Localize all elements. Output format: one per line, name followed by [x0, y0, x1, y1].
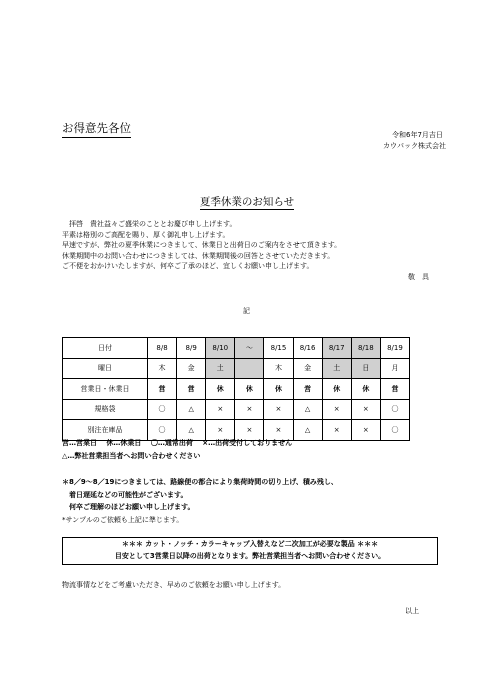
table-cell: 8/19 [380, 338, 409, 359]
ki: 記 [243, 307, 250, 315]
issue-date: 令和6年7月吉日 [392, 131, 443, 139]
table-cell: △ [293, 420, 322, 441]
table-cell: 休 [264, 379, 293, 400]
note-line: *サンプルのご依頼も上記に準じます。 [62, 515, 184, 524]
table-cell: × [322, 399, 351, 420]
body-line: 休業期間中のお問い合わせにつきましては、休業期間後の回答とさせていただきます。 [62, 251, 335, 260]
table-cell: 営 [380, 379, 409, 400]
addressee: お得意先各位 [62, 120, 131, 138]
table-cell: 8/8 [148, 338, 177, 359]
row-header: 日付 [63, 338, 148, 359]
date-block [383, 130, 446, 152]
table-cell: 日 [351, 358, 380, 379]
table-cell: 〇 [380, 420, 409, 441]
document-title [0, 194, 494, 209]
table-cell: 〇 [148, 420, 177, 441]
table-cell: 〇 [380, 399, 409, 420]
table-cell: 木 [264, 358, 293, 379]
table-cell: 休 [235, 379, 264, 400]
title-text: 夏季休業のお知らせ [199, 196, 295, 208]
table-cell: × [206, 399, 235, 420]
row-header: 別注在庫品 [63, 420, 148, 441]
row-header: 曜日 [63, 358, 148, 379]
table-cell: × [322, 420, 351, 441]
table-row [63, 338, 410, 359]
table-cell: △ [293, 399, 322, 420]
table-cell: 8/17 [322, 338, 351, 359]
body-line: 早速ですが、弊社の夏季休業につきまして、休業日と出荷日のご案内をさせて頂きます。 [62, 241, 342, 250]
table-row [63, 358, 410, 379]
table-cell: × [235, 399, 264, 420]
table-cell: 8/16 [293, 338, 322, 359]
table-cell: 休 [351, 379, 380, 400]
legend-line: △…弊社営業担当者へお問い合わせください [62, 452, 201, 460]
table-row [63, 399, 410, 420]
ijo: 以上 [405, 607, 419, 615]
table-cell: × [235, 420, 264, 441]
table-cell: 〇 [148, 399, 177, 420]
table-cell: × [264, 399, 293, 420]
table-cell: 金 [177, 358, 206, 379]
closing-text: 物流事情などをご考慮いただき、早めのご依頼をお願い申し上げます。 [62, 581, 286, 589]
table-cell: 土 [322, 358, 351, 379]
body-line: ご不便をおかけいたしますが、何卒ご了承のほど、宜しくお願い申し上げます。 [62, 262, 314, 271]
legend-line: 営…営業日 休…休業日 〇…通常出荷 ×…出荷受付しておりません [62, 439, 293, 447]
note-line: 何卒ご理解のほどお願い申し上げます。 [62, 503, 195, 511]
box-line: 目安として3営業日以降の出荷となります。弊社営業担当者へお問い合わせください。 [114, 552, 386, 560]
row-header: 規格袋 [63, 399, 148, 420]
table-cell: 営 [148, 379, 177, 400]
keigu: 敬 具 [408, 273, 429, 281]
table-cell: × [264, 420, 293, 441]
processing-notice-box [62, 537, 438, 565]
table-cell: 8/9 [177, 338, 206, 359]
table-cell: 営 [293, 379, 322, 400]
body-line: 拝啓 貴社益々ご盛栄のこととお慶び申し上げます。 [62, 220, 237, 228]
table-cell: 土 [206, 358, 235, 379]
note-line: 着日遅延などの可能性がございます。 [62, 490, 188, 499]
table-cell: 月 [380, 358, 409, 379]
table-cell: △ [177, 399, 206, 420]
table-cell: × [351, 399, 380, 420]
body-line: 平素は格別のご高配を賜り、厚く御礼申し上げます。 [62, 230, 230, 239]
table-cell: × [351, 420, 380, 441]
schedule-table [62, 337, 410, 441]
table-cell: 8/18 [351, 338, 380, 359]
box-line: ＊＊＊ カット・ノッチ・カラーキャップ入替えなど二次加工が必要な製品 ＊＊＊ [121, 540, 379, 548]
row-header: 営業日・休業日 [63, 379, 148, 400]
table-cell: 木 [148, 358, 177, 379]
table-cell: 営 [177, 379, 206, 400]
table-cell: △ [177, 420, 206, 441]
body-text [62, 219, 341, 272]
table-cell: 8/10 [206, 338, 235, 359]
note-line: ＊8／9～8／19につきましては、路線便の都合により集荷時間の切り上げ、積み残し、 [62, 478, 338, 486]
legend [62, 437, 292, 463]
table-cell: 休 [322, 379, 351, 400]
table-cell: ～ [235, 338, 264, 359]
table-cell [235, 358, 264, 379]
table-row [63, 379, 410, 400]
company-name: カウパック株式会社 [383, 142, 446, 150]
notes [62, 476, 338, 526]
table-cell: 8/15 [264, 338, 293, 359]
table-cell: × [206, 420, 235, 441]
table-cell: 休 [206, 379, 235, 400]
table-cell: 金 [293, 358, 322, 379]
